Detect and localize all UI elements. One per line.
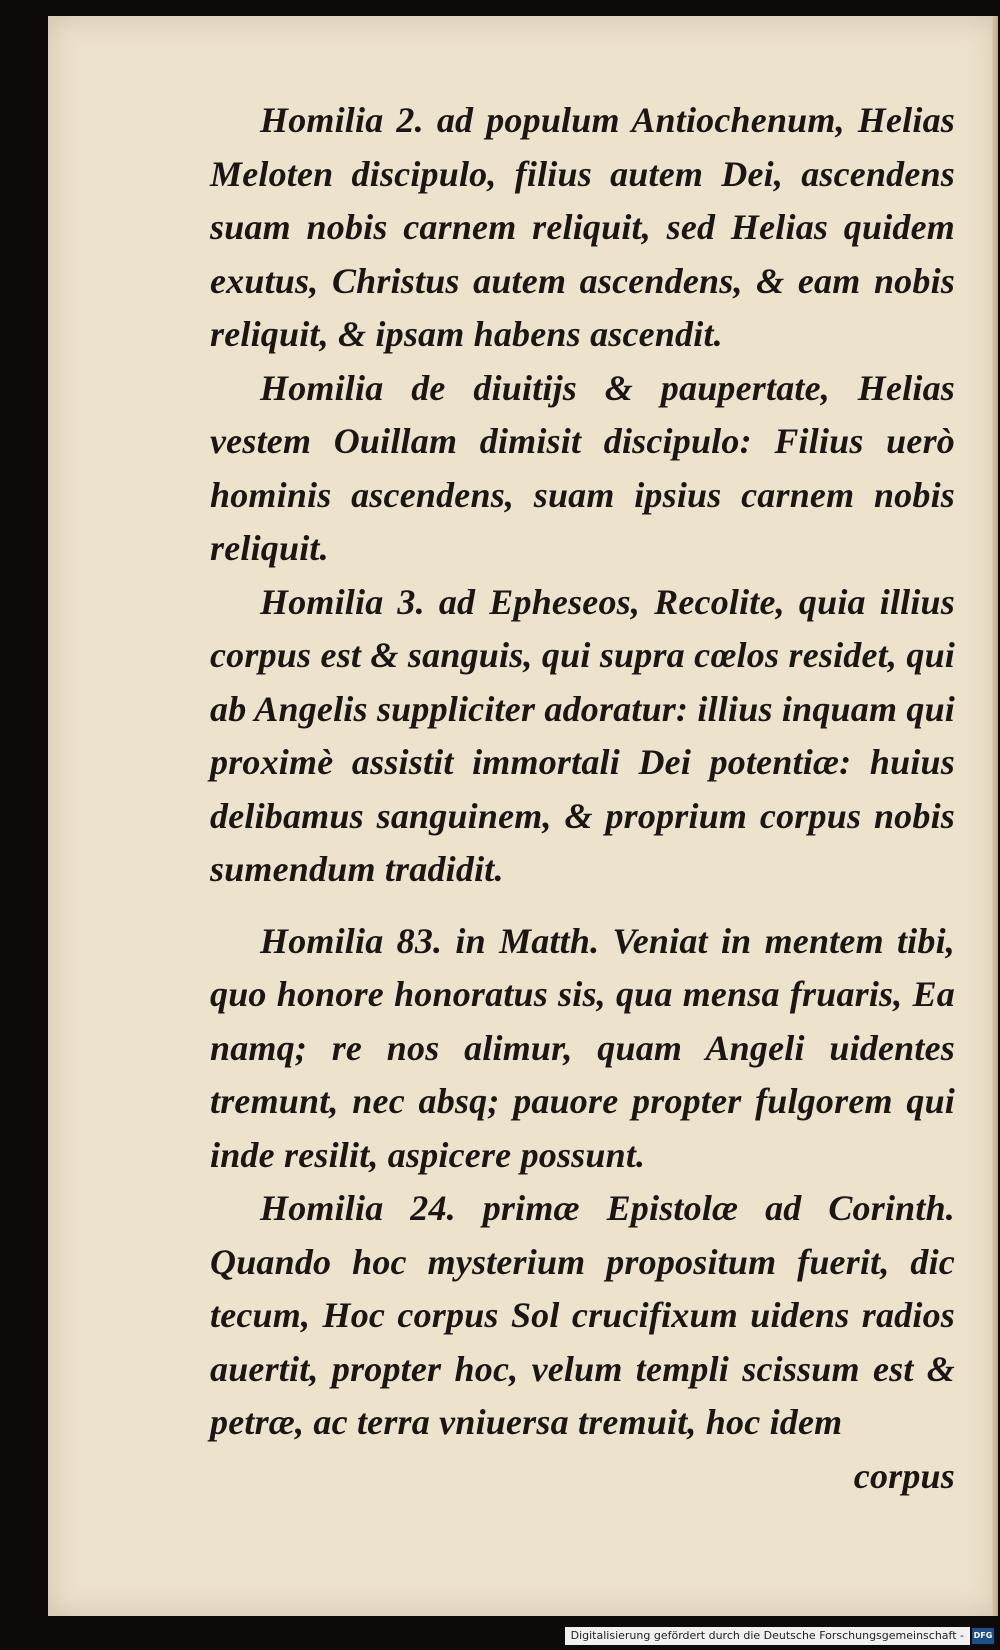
book-page bbox=[48, 16, 998, 1616]
footer-bar bbox=[0, 1616, 1000, 1650]
paragraph-homilia-2: Homilia 2. ad populum Antiochenum, Helias Meloten discipulo, filius autem Dei, ascendens suam nobis carnem reliquit, sed Helias quidem exutus, Christus autem ascendens, & eam nobis reliquit, & ipsam habens ascendit. bbox=[210, 100, 955, 354]
paragraph-homilia-3: Homilia 3. ad Epheseos, Recolite, quia illius corpus est & sanguis, qui supra cœlos residet, qui ab Angelis suppliciter adoratur: illius inquam qui proximè assistit immortali Dei potentiæ: huius delibamus sanguinem, & proprium corpus nobis sumendum tradidit. bbox=[210, 581, 955, 889]
page-edge bbox=[992, 16, 998, 1616]
paragraph-homilia-de-diuitijs: Homilia de diuitijs & paupertate, Helias vestem Ouillam dimisit discipulo: Filius uerò hominis ascendens, suam ipsius carnem nobis reliquit. bbox=[210, 367, 955, 568]
catchword: corpus bbox=[853, 1455, 955, 1496]
paragraph-homilia-83: Homilia 83. in Matth. Veniat in mentem tibi, quo honore honoratus sis, qua mensa fruaris, Ea namq; re nos alimur, quam Angeli uidentes tremunt, nec absq; pauore propter fulgorem qui inde resilit, aspicere possunt. bbox=[210, 920, 955, 1175]
digitization-credit: Digitalisierung gefördert durch die Deutsche Forschungsgemeinschaft - bbox=[565, 1627, 970, 1645]
paragraph-homilia-24: Homilia 24. primæ Epistolæ ad Corinth. Quando hoc mysterium propositum fuerit, dic tecum, Hoc corpus Sol crucifixum uidens radios auertit, propter hoc, velum templi scissum est & petræ, ac terra vniuersa tremuit, hoc idem bbox=[210, 1188, 955, 1442]
text-block bbox=[210, 94, 955, 1503]
dfg-logo: DFG bbox=[972, 1628, 994, 1644]
